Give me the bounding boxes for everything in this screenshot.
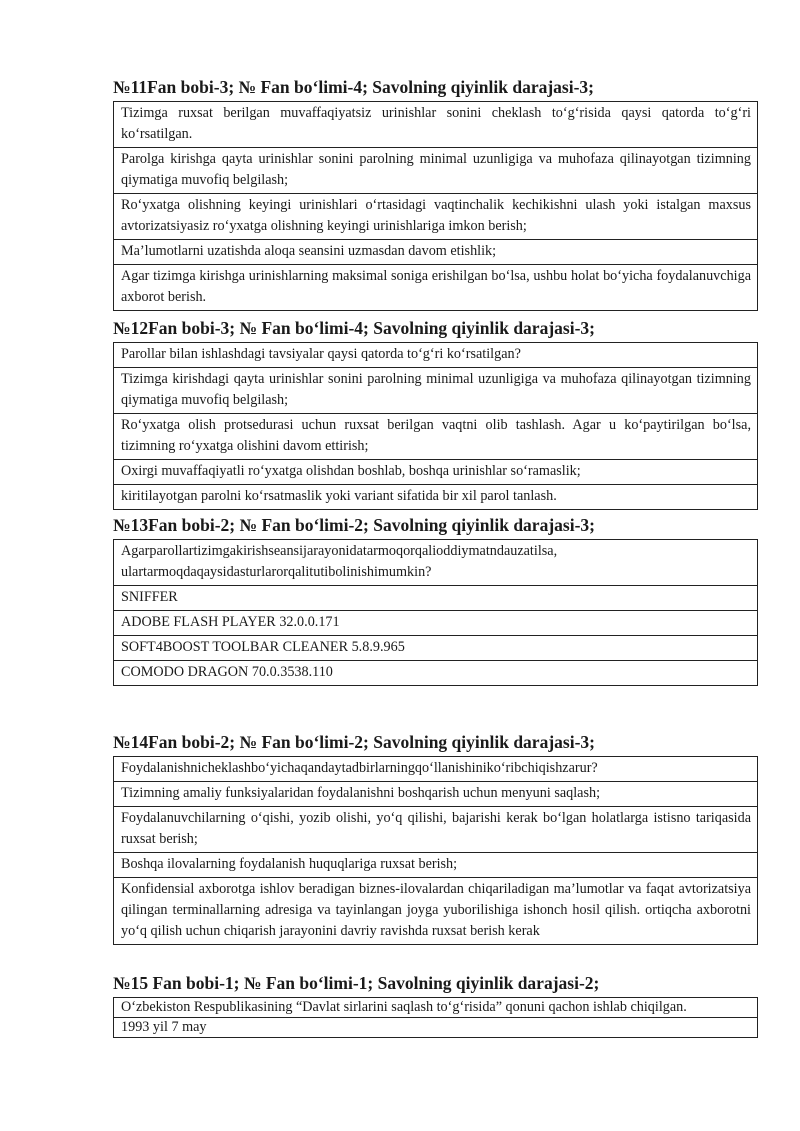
- answer-option: Agar tizimga kirishga urinishlarning maksimal soniga erishilgan bo‘lsa, ushbu holat bo‘yicha foydalanuvchiga axborot berish.: [114, 265, 758, 311]
- answer-option: Parolga kirishga qayta urinishlar sonini parolning minimal uzunligiga va muhofaza qilinayotgan tizimning qiymatiga muvofiq belgilash;: [114, 148, 758, 194]
- question-table: [113, 539, 758, 686]
- answer-option: Ma’lumotlarni uzatishda aloqa seansini uzmasdan davom etishlik;: [114, 240, 758, 265]
- answer-option: kiritilayotgan parolni ko‘rsatmaslik yoki variant sifatida bir xil parol tanlash.: [114, 485, 758, 510]
- question-text: Parollar bilan ishlashdagi tavsiyalar qaysi qatorda to‘g‘ri ko‘rsatilgan?: [114, 343, 758, 368]
- answer-option: Tizimga kirishdagi qayta urinishlar sonini parolning minimal uzunligiga va muhofaza qilinayotgan tizimning qiymatiga muvofiq belgilash;: [114, 368, 758, 414]
- question-text: O‘zbekiston Respublikasining “Davlat sirlarini saqlash to‘g‘risida” qonuni qachon ishlab chiqilgan.: [114, 998, 758, 1018]
- question-header: №12Fan bobi-3; № Fan bo‘limi-4; Savolning qiyinlik darajasi-3;: [113, 318, 595, 338]
- answer-option: ADOBE FLASH PLAYER 32.0.0.171: [114, 611, 758, 636]
- answer-option: Oxirgi muvaffaqiyatli ro‘yxatga olishdan boshlab, boshqa urinishlar so‘ramaslik;: [114, 460, 758, 485]
- answer-option: Foydalanuvchilarning o‘qishi, yozib olishi, yo‘q qilishi, bajarishi kerak bo‘lgan holatlarga istisno tariqasida ruxsat berish;: [114, 807, 758, 853]
- answer-option: COMODO DRAGON 70.0.3538.110: [114, 661, 758, 686]
- question-header: №11Fan bobi-3; № Fan bo‘limi-4; Savolning qiyinlik darajasi-3;: [113, 77, 595, 97]
- answer-option: Konfidensial axborotga ishlov beradigan biznes-ilovalardan chiqariladigan ma’lumotlar va faqat avtorizatsiya qilingan terminallarning adresiga va tayinlangan joyga yuborilishiga ishonch hosil qilish. ortiqcha axborotni yo‘q qilish uchun chiqarish jarayonini davriy ravishda ruxsat berish kerak: [114, 878, 758, 945]
- question-text: Foydalanishnicheklashbo‘yichaqandaytadbirlarningqo‘llanishiniko‘ribchiqishzarur?: [114, 757, 758, 782]
- question-block-11: [113, 76, 758, 311]
- answer-option: 1993 yil 7 may: [114, 1018, 758, 1038]
- question-table: [113, 997, 758, 1038]
- question-header: №13Fan bobi-2; № Fan bo‘limi-2; Savolning qiyinlik darajasi-3;: [113, 515, 595, 535]
- question-table: [113, 756, 758, 945]
- question-block-15: [113, 972, 758, 1038]
- answer-option: Ro‘yxatga olishning keyingi urinishlari o‘rtasidagi vaqtinchalik kechikishni ulash yoki istalgan maxsus avtorizatsiyasiz ro‘yxatga olishning keyingi urinishlariga imkon berish;: [114, 194, 758, 240]
- question-header: №14Fan bobi-2; № Fan bo‘limi-2; Savolning qiyinlik darajasi-3;: [113, 732, 595, 752]
- question-table: [113, 342, 758, 510]
- question-text: Tizimga ruxsat berilgan muvaffaqiyatsiz urinishlar sonini cheklash to‘g‘risida qaysi qatorda to‘g‘ri ko‘rsatilgan.: [114, 102, 758, 148]
- question-block-13: [113, 514, 758, 686]
- answer-option: Boshqa ilovalarning foydalanish huquqlariga ruxsat berish;: [114, 853, 758, 878]
- question-block-12: [113, 317, 758, 510]
- question-table: [113, 101, 758, 311]
- answer-option: SOFT4BOOST TOOLBAR CLEANER 5.8.9.965: [114, 636, 758, 661]
- question-text: Agarparollartizimgakirishseansijarayonidatarmoqorqalioddiymatndauzatilsa, ulartarmoqdaqaysidasturlarorqalitutibolinishimumkin?: [114, 540, 758, 586]
- answer-option: Tizimning amaliy funksiyalaridan foydalanishni boshqarish uchun menyuni saqlash;: [114, 782, 758, 807]
- answer-option: SNIFFER: [114, 586, 758, 611]
- question-block-14: [113, 731, 758, 945]
- question-header: №15 Fan bobi-1; № Fan bo‘limi-1; Savolning qiyinlik darajasi-2;: [113, 973, 600, 993]
- answer-option: Ro‘yxatga olish protsedurasi uchun ruxsat berilgan vaqtni olib tashlash. Agar u ko‘paytirilgan bo‘lsa, tizimning ro‘yxatga olishini davom ettirish;: [114, 414, 758, 460]
